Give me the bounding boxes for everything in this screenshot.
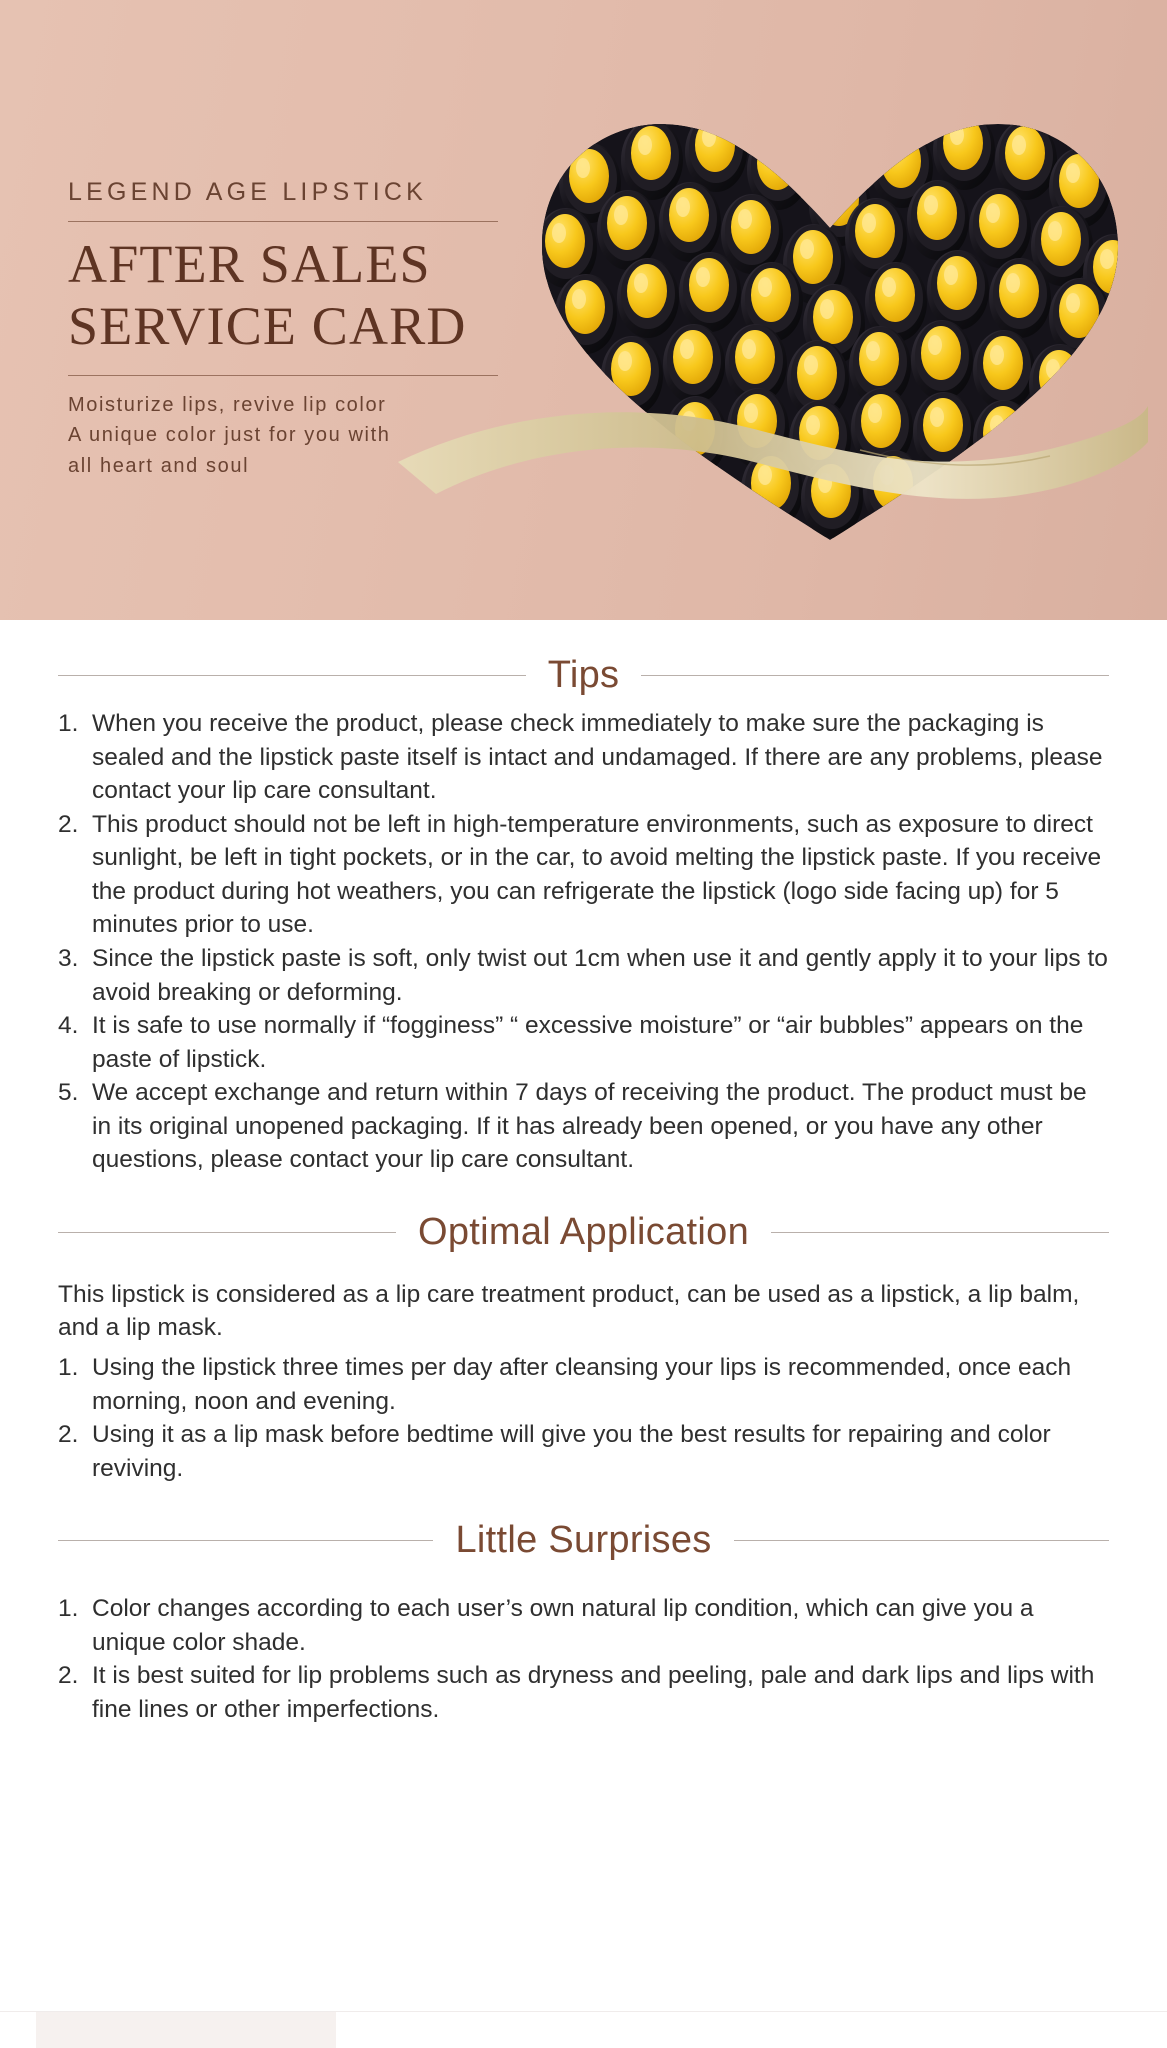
list-item-number: 5.: [58, 1079, 79, 1107]
list-item-text: Using the lipstick three times per day after cleansing your lips is recommended, once each morning, noon and evening.: [92, 1354, 1072, 1415]
list-item: [58, 1076, 1109, 1177]
list-item: [58, 1418, 1109, 1485]
section-title: Optimal Application: [418, 1210, 749, 1253]
list-item-number: 2.: [58, 1421, 79, 1449]
list-item-number: 2.: [58, 1662, 79, 1690]
list-item-number: 3.: [58, 944, 79, 972]
list-item-number: 1.: [58, 710, 79, 737]
heading-rule-right: [734, 1540, 1109, 1541]
heading-rule-right: [771, 1232, 1109, 1233]
heading-rule-right: [641, 675, 1109, 676]
hero-banner: [0, 0, 1167, 620]
list-item-text: It is safe to use normally if “fogginess” “ excessive moisture” or “air bubbles” appears on the paste of lipstick.: [92, 1012, 1084, 1073]
section-heading-optimal-application: [58, 1211, 1109, 1254]
section-heading-tips: [58, 654, 1109, 697]
brand-name: LEGEND AGE LIPSTICK: [68, 178, 428, 206]
list-item-text: Color changes according to each user’s own natural lip condition, which can give you a unique color shade.: [92, 1595, 1034, 1656]
list-item-text: This product should not be left in high-temperature environments, such as exposure to direct sunlight, be left in tight pockets, or in the car, to avoid melting the lipstick paste. If you receive the product during hot weathers, you can refrigerate the lipstick (logo side facing up) for 5 minutes prior to use.: [92, 810, 1102, 939]
divider-bottom: [68, 375, 498, 376]
list-item-text: We accept exchange and return within 7 days of receiving the product. The product must be in its original unopened packaging. If it has already been opened, or you have any other questions, please contact your lip care consultant.: [92, 1079, 1087, 1174]
list-item: [58, 942, 1109, 1009]
heading-rule-left: [58, 1540, 433, 1541]
list-item: [58, 1659, 1109, 1726]
list-item-number: 1.: [58, 1595, 79, 1623]
tagline-line-2: A unique color just for you with: [68, 424, 391, 447]
tagline-line-1: Moisturize lips, revive lip color: [68, 393, 387, 416]
tips-list: [58, 707, 1109, 1177]
list-item-number: 2.: [58, 810, 79, 838]
spacer: [58, 1264, 1109, 1278]
tagline-line-3: all heart and soul: [68, 454, 250, 477]
optimal-application-list: [58, 1351, 1109, 1485]
page-title-line1: AFTER SALES: [68, 234, 431, 294]
list-item-text: Since the lipstick paste is soft, only twist out 1cm when use it and gently apply it to your lips to avoid breaking or deforming.: [92, 944, 1108, 1006]
section-title: Tips: [547, 654, 620, 696]
heading-rule-left: [58, 1232, 396, 1233]
section-title: Little Surprises: [455, 1519, 712, 1562]
list-item-text: When you receive the product, please check immediately to make sure the packaging is sealed and the lipstick paste itself is intact and undamaged. If there are any problems, please contact your lip care consultant.: [92, 710, 1103, 805]
list-item: [58, 707, 1109, 808]
divider-top: [68, 221, 498, 222]
list-item: [58, 808, 1109, 942]
list-item-text: It is best suited for lip problems such as dryness and peeling, pale and dark lips and lips with fine lines or other imperfections.: [92, 1662, 1095, 1723]
page-title-line2: SERVICE CARD: [68, 296, 467, 357]
spacer: [58, 1572, 1109, 1586]
list-item-text: Using it as a lip mask before bedtime will give you the best results for repairing and color reviving.: [92, 1421, 1051, 1482]
list-item-number: 4.: [58, 1012, 79, 1040]
lipstick-heart-image: [520, 88, 1140, 558]
footer-tab: [36, 2012, 336, 2048]
list-item-number: 1.: [58, 1354, 79, 1381]
document-body: [0, 654, 1167, 1727]
section-heading-little-surprises: [58, 1519, 1109, 1562]
section-lead-paragraph: This lipstick is considered as a lip care treatment product, can be used as a lipstick, a lip balm, and a lip mask.: [58, 1280, 1080, 1342]
list-item: [58, 1009, 1109, 1076]
list-item: [58, 1351, 1109, 1418]
list-item: [58, 1592, 1109, 1659]
little-surprises-list: [58, 1592, 1109, 1726]
heading-rule-left: [58, 675, 526, 676]
